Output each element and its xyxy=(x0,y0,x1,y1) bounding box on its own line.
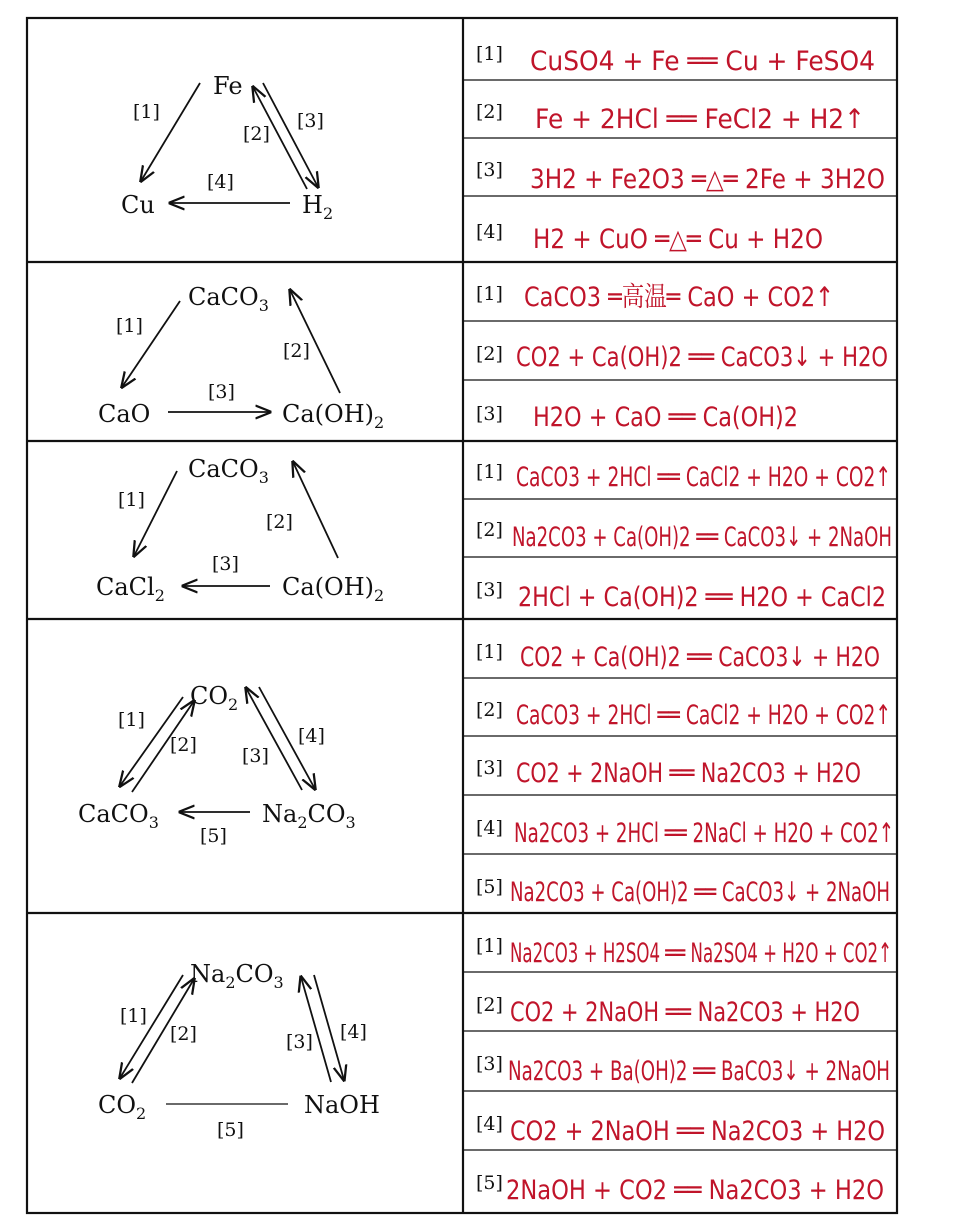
reaction-equation: H2 + CuO ═△═ Cu + H2O xyxy=(533,224,823,255)
reaction-label: [3] xyxy=(476,159,503,181)
node-caoh2: $Ca(OH)_2$ xyxy=(282,573,385,605)
arrow-3 xyxy=(301,977,331,1082)
reaction-label: [2] xyxy=(476,101,503,123)
node-caoh2: $Ca(OH)_2$ xyxy=(282,400,385,432)
reaction-equation: Fe + 2HCl ══ FeCl2 + H2↑ xyxy=(535,104,865,135)
reaction-label: [4] xyxy=(476,1113,503,1135)
reaction-equation: Na2CO3 + 2HCl ══ 2NaCl + H2O + CO2↑ xyxy=(514,818,894,849)
arrow-label-3: [3] xyxy=(242,745,269,767)
arrow-label-2: [2] xyxy=(243,123,270,145)
arrow-label-5: [5] xyxy=(200,825,227,847)
reaction-label: [2] xyxy=(476,699,503,721)
reaction-label: [1] xyxy=(476,641,503,663)
arrow-label-2: [2] xyxy=(170,1023,197,1045)
arrow-1 xyxy=(141,83,200,181)
reaction-equation: CaCO3 ═高温═ CaO + CO2↑ xyxy=(524,282,834,313)
arrow-label-1: [1] xyxy=(133,101,160,123)
arrow-label-1: [1] xyxy=(120,1005,147,1027)
arrow-label-5: [5] xyxy=(217,1119,244,1141)
arrow-label-3: [3] xyxy=(208,381,235,403)
arrow-2 xyxy=(293,462,338,558)
node-co2: $CO_2$ xyxy=(98,1091,147,1123)
node-cacl2: CaCl$_2$ xyxy=(96,573,165,605)
reaction-label: [1] xyxy=(476,43,503,65)
reaction-label: [5] xyxy=(476,876,503,898)
arrow-1 xyxy=(122,301,180,387)
node-na2co3: $Na_2CO_3$ xyxy=(190,960,284,992)
node-naoh: NaOH xyxy=(304,1091,380,1119)
reaction-equation: Na2CO3 + Ba(OH)2 ══ BaCO3↓ + 2NaOH xyxy=(508,1056,890,1087)
reaction-equation: CO2 + 2NaOH ══ Na2CO3 + H2O xyxy=(516,758,861,789)
reaction-label: [1] xyxy=(476,935,503,957)
node-caco3: CaCO$_3$ xyxy=(78,800,159,832)
node-cao: CaO xyxy=(98,400,151,428)
arrow-label-1: [1] xyxy=(116,315,143,337)
reaction-equation: CaCO3 + 2HCl ══ CaCl2 + H2O + CO2↑ xyxy=(516,700,891,731)
reaction-equation: CO2 + Ca(OH)2 ══ CaCO3↓ + H2O xyxy=(520,642,880,673)
node-caco3: CaCO$_3$ xyxy=(188,455,269,487)
reaction-label: [3] xyxy=(476,1053,503,1075)
diagram-1 xyxy=(121,72,333,223)
reaction-equation: CuSO4 + Fe ══ Cu + FeSO4 xyxy=(530,46,875,77)
reaction-label: [3] xyxy=(476,579,503,601)
reaction-equation: Na2CO3 + Ca(OH)2 ══ CaCO3↓ + 2NaOH xyxy=(510,877,890,908)
reaction-equation: CO2 + 2NaOH ══ Na2CO3 + H2O xyxy=(510,997,860,1028)
diagram-4 xyxy=(78,682,356,847)
reaction-label: [4] xyxy=(476,817,503,839)
reaction-equation: CO2 + 2NaOH ══ Na2CO3 + H2O xyxy=(510,1116,885,1147)
node-fe: Fe xyxy=(213,72,243,100)
reaction-equation: CO2 + Ca(OH)2 ══ CaCO3↓ + H2O xyxy=(516,342,888,373)
arrow-label-4: [4] xyxy=(298,725,325,747)
arrow-1 xyxy=(134,471,177,556)
node-co2: $CO_2$ xyxy=(190,682,239,714)
reaction-label: [4] xyxy=(476,221,503,243)
arrow-3 xyxy=(263,83,318,187)
diagram-3 xyxy=(96,455,384,605)
node-h2: $H_2$ xyxy=(302,191,334,223)
arrow-label-4: [4] xyxy=(340,1021,367,1043)
reaction-label: [2] xyxy=(476,343,503,365)
reaction-equation: CaCO3 + 2HCl ══ CaCl2 + H2O + CO2↑ xyxy=(516,462,891,493)
reaction-equation: 2NaOH + CO2 ══ Na2CO3 + H2O xyxy=(506,1175,884,1206)
reaction-label: [2] xyxy=(476,994,503,1016)
reaction-equation: Na2CO3 + H2SO4 ══ Na2SO4 + H2O + CO2↑ xyxy=(510,938,892,969)
reaction-equation: Na2CO3 + Ca(OH)2 ══ CaCO3↓ + 2NaOH xyxy=(512,522,892,553)
reaction-equation: 2HCl + Ca(OH)2 ══ H2O + CaCl2 xyxy=(518,582,886,613)
arrow-label-4: [4] xyxy=(207,171,234,193)
arrow-label-2: [2] xyxy=(266,511,293,533)
reaction-label: [3] xyxy=(476,757,503,779)
reaction-label: [1] xyxy=(476,283,503,305)
arrow-3 xyxy=(246,688,302,790)
reaction-equation: H2O + CaO ══ Ca(OH)2 xyxy=(533,402,798,433)
diagram-2 xyxy=(98,283,384,432)
reaction-label: [2] xyxy=(476,519,503,541)
node-cu: Cu xyxy=(121,191,155,219)
arrow-label-3: [3] xyxy=(297,110,324,132)
reaction-label: [3] xyxy=(476,403,503,425)
diagram-5 xyxy=(98,960,380,1141)
reaction-equation: 3H2 + Fe2O3 ═△═ 2Fe + 3H2O xyxy=(530,164,885,195)
node-na2co3: $Na_2CO_3$ xyxy=(262,800,356,832)
arrow-label-2: [2] xyxy=(283,340,310,362)
arrow-label-1: [1] xyxy=(118,709,145,731)
arrow-label-3: [3] xyxy=(212,553,239,575)
arrow-label-3: [3] xyxy=(286,1031,313,1053)
arrow-label-1: [1] xyxy=(118,489,145,511)
reaction-label: [5] xyxy=(476,1172,503,1194)
arrow-label-2: [2] xyxy=(170,734,197,756)
node-caco3: CaCO$_3$ xyxy=(188,283,269,315)
reaction-label: [1] xyxy=(476,461,503,483)
